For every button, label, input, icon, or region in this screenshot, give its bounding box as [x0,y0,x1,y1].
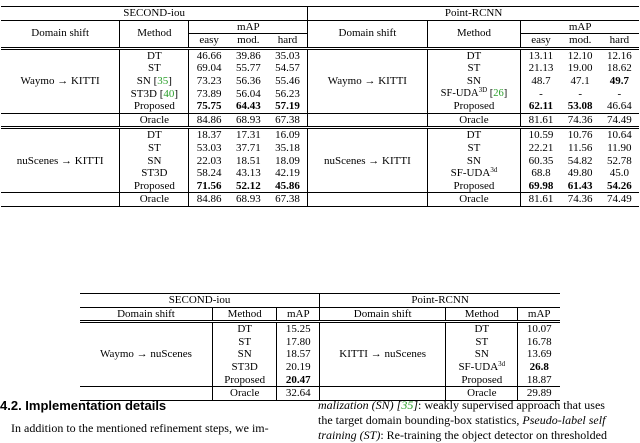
table-row: Proposed 20.47 Proposed 18.87 [80,374,560,387]
table-row: ST 17.80 ST 16.78 [80,336,560,349]
citation-link[interactable]: 35 [157,74,169,87]
col-method: Method [212,307,276,322]
col-map: mAP [521,20,639,34]
col-domain-shift: Domain shift [320,307,446,322]
col-method: Method [446,307,518,322]
body-text-right: malization (SN) [35]: weakly supervised approach that uses the target domain bounding-box statistics, Pseudo-label self training (ST): Re-training the object detector on thresholded [318,398,607,442]
domain-cell: Waymo → nuScenes [80,322,212,387]
group-header-point-rcnn: Point-RCNN [411,294,469,306]
group-header-second-iou: SECOND-iou [1,7,308,21]
table-row: SN [35] 73.23 56.36 55.46 SN 48.7 47.1 49.7 [1,75,639,88]
domain-cell: nuScenes → KITTI [308,128,427,193]
body-text-left: In addition to the mentioned refinement steps, we im- [11,421,269,435]
table-row: Proposed 71.56 52.12 45.86 Proposed 69.98 61.43 54.26 [1,180,639,193]
col-domain-shift: Domain shift [308,20,427,48]
col-map: mAP [189,20,308,34]
citation-link[interactable]: 35 [401,398,414,412]
domain-cell: KITTI → nuScenes [320,322,446,387]
table-row: ST3D [40] 73.89 56.04 56.23 $SF-UDA^{3D}$ [26] - - - [1,88,639,101]
section-heading: 4.2. Implementation details [0,398,167,413]
results-table-kitti [1,6,639,207]
citation-link[interactable]: 40 [163,87,175,100]
col-method: Method [120,20,189,48]
col-easy: easy [199,34,219,47]
results-table-nuscenes [80,293,560,401]
col-easy: easy [531,34,551,47]
col-method: Method [427,20,521,48]
table-row: ST3D 20.19 $SF-UDA^{3d}$ 26.8 [80,361,560,374]
citation-link[interactable]: 26 [493,87,504,99]
table-row: Waymo → nuScenes DT 15.25 KITTI → nuScenes DT 10.07 [80,322,560,336]
col-domain-shift: Domain shift [1,20,120,48]
col-hard: hard [268,34,308,49]
table-row: ST3D 58.24 43.13 42.19 $SF-UDA^{3d}$ 68.8 49.80 45.0 [1,167,639,180]
group-header-second-iou: SECOND-iou [80,294,320,308]
table-row: Oracle 84.86 68.93 67.38 Oracle 81.61 74.36 74.49 [1,113,639,128]
group-header-point-rcnn: Point-RCNN [444,7,503,19]
table-row: Waymo → KITTI DT 46.66 39.86 35.03 Waymo → KITTI DT 13.11 12.10 12.16 [1,48,639,62]
table-row: Oracle 32.64 Oracle 29.89 [80,387,560,401]
col-mod: mod. [237,34,260,47]
col-map: mAP [527,307,551,320]
table-row: SN 18.57 SN 13.69 [80,348,560,361]
table-row: Oracle 84.86 68.93 67.38 Oracle 81.61 74.36 74.49 [1,193,639,207]
col-domain-shift: Domain shift [80,307,212,322]
domain-cell: Waymo → KITTI [308,48,427,113]
table-row: nuScenes → KITTI DT 18.37 17.31 16.09 nuScenes → KITTI DT 10.59 10.76 10.64 [1,128,639,142]
table-row: ST 69.04 55.77 54.57 ST 21.13 19.00 18.62 [1,62,639,75]
table-row: ST 53.03 37.71 35.18 ST 22.21 11.56 11.90 [1,142,639,155]
col-map: mAP [277,307,320,322]
table-row: SN 22.03 18.51 18.09 SN 60.35 54.82 52.78 [1,155,639,168]
domain-cell: nuScenes → KITTI [1,128,120,193]
col-hard: hard [609,34,630,47]
table-caption-clipped [0,0,640,5]
table-row: Proposed 75.75 64.43 57.19 Proposed 62.11 53.08 46.64 [1,100,639,113]
col-mod: mod. [569,34,592,47]
domain-cell: Waymo → KITTI [1,48,120,113]
